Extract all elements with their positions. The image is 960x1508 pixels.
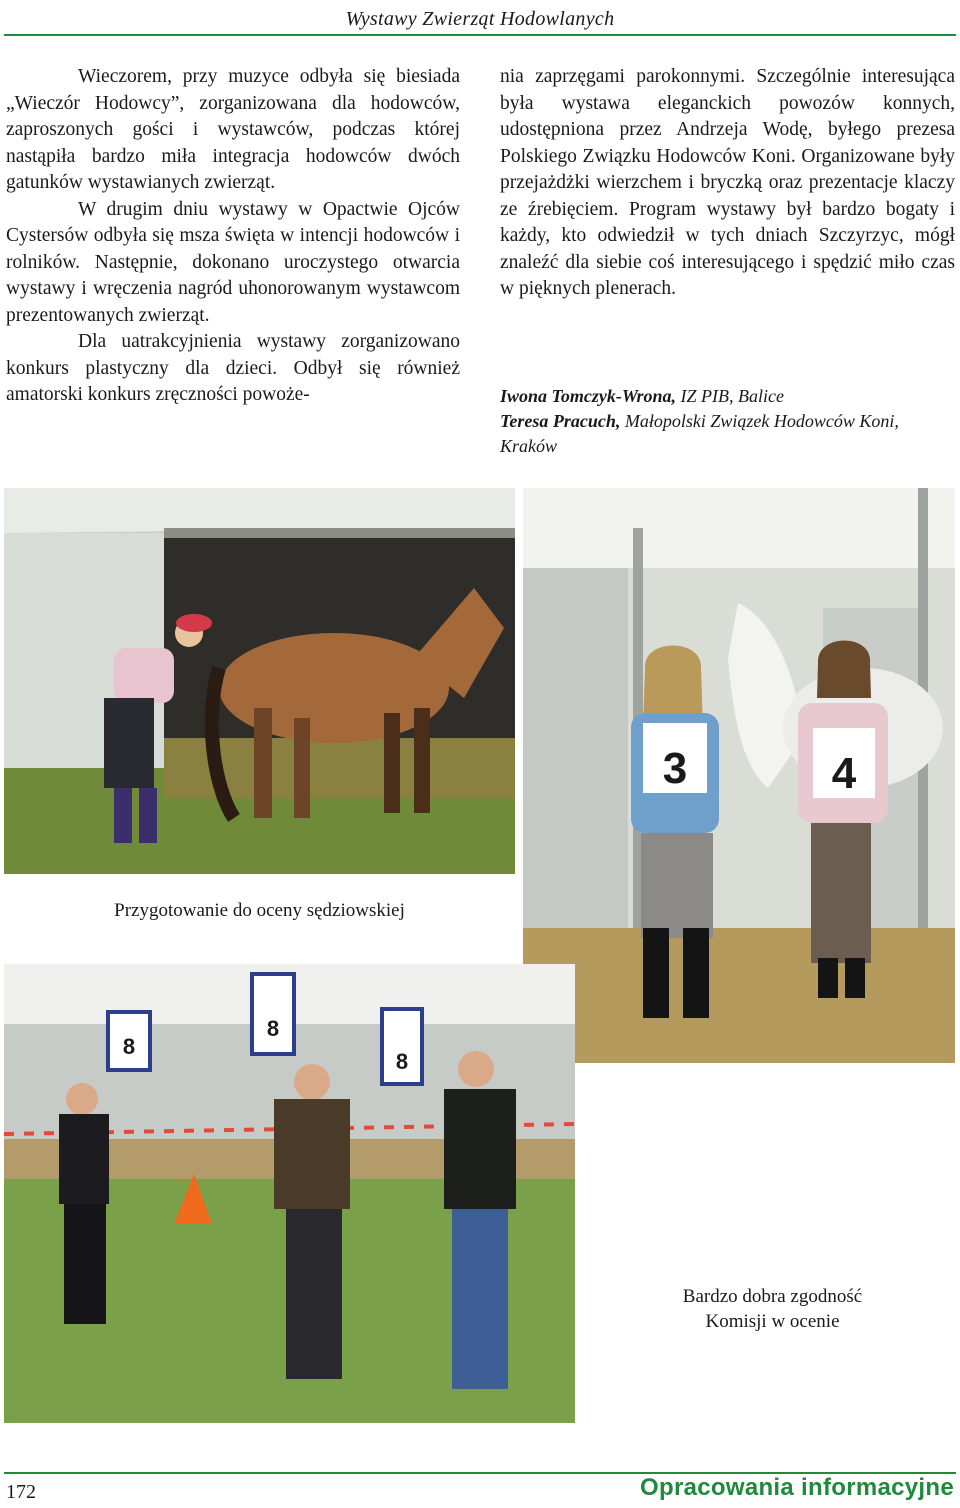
page-number: 172 [6,1481,36,1503]
footer-title: Opracowania informacyjne [640,1474,954,1501]
photo-horse-grooming [4,488,515,874]
author-affiliation: Małopolski Związek Hodowców Koni, Kraków [500,411,899,456]
header-rule [4,34,956,36]
paragraph: W drugim dniu wystawy w Opactwie Ojców Cystersów odbyła się msza święta w intencji hodowców i rolników. Następnie, dokonano uroczystego otwarcia wystawy i wręczenia nagród uhonorowanym wystawcom prezentowanych zwierząt. [6,198,460,326]
author-affiliation: IZ PIB, Balice [676,386,784,406]
photo-judges-scorecards [4,964,575,1423]
left-column [6,64,460,409]
scorecard-number: 8 [122,1034,136,1059]
photo-caption: Przygotowanie do oceny sędziowskiej [114,900,405,921]
author-line [500,409,955,459]
caption-line: Komisji w ocenie [705,1311,840,1332]
photo-girls-with-horse [523,488,955,1063]
paragraph: nia zaprzęgami parokonnymi. Szczególnie interesująca była wystawa eleganckich powozów konnych, udostępniona przez Andrzeja Wodę, byłego prezesa Polskiego Związku Hodowców Koni. Organizowane były przejażdżki wierzchem i bryczką oraz prezentacje klaczy ze źrebięciem. Program wystawy był bardzo bogaty i każdy, kto odwiedził w tych dniach Szczyrzyc, mógł znaleźć dla siebie coś interesującego i spędzić miło czas w pięknych plenerach. [500,66,955,299]
author-line [500,384,955,409]
scorecard-number: 8 [395,1049,409,1074]
caption-line: Bardzo dobra zgodność [682,1286,863,1307]
author-name: Iwona Tomczyk-Wrona, [500,386,677,406]
bib-number: 4 [831,749,857,798]
running-header: Wystawy Zwierząt Hodowlanych [345,8,615,30]
bib-number: 3 [662,744,688,793]
authors-block [500,384,955,459]
scorecard-number: 8 [266,1016,280,1041]
photo-caption [600,1284,945,1334]
paragraph: Dla uatrakcyjnienia wystawy zorganizowano konkurs plastyczny dla dzieci. Odbył się również amatorski konkurs zręczności powoże- [6,331,460,405]
paragraph: Wieczorem, przy muzyce odbyła się biesiada „Wieczór Hodowcy”, zorganizowana dla hodowców, zaproszonych gości i wystawców, podczas której nastąpiła bardzo miła integracja hodowców dwóch gatunków wystawianych zwierząt. [6,66,460,193]
right-column [500,64,955,303]
author-name: Teresa Pracuch, [500,411,621,431]
